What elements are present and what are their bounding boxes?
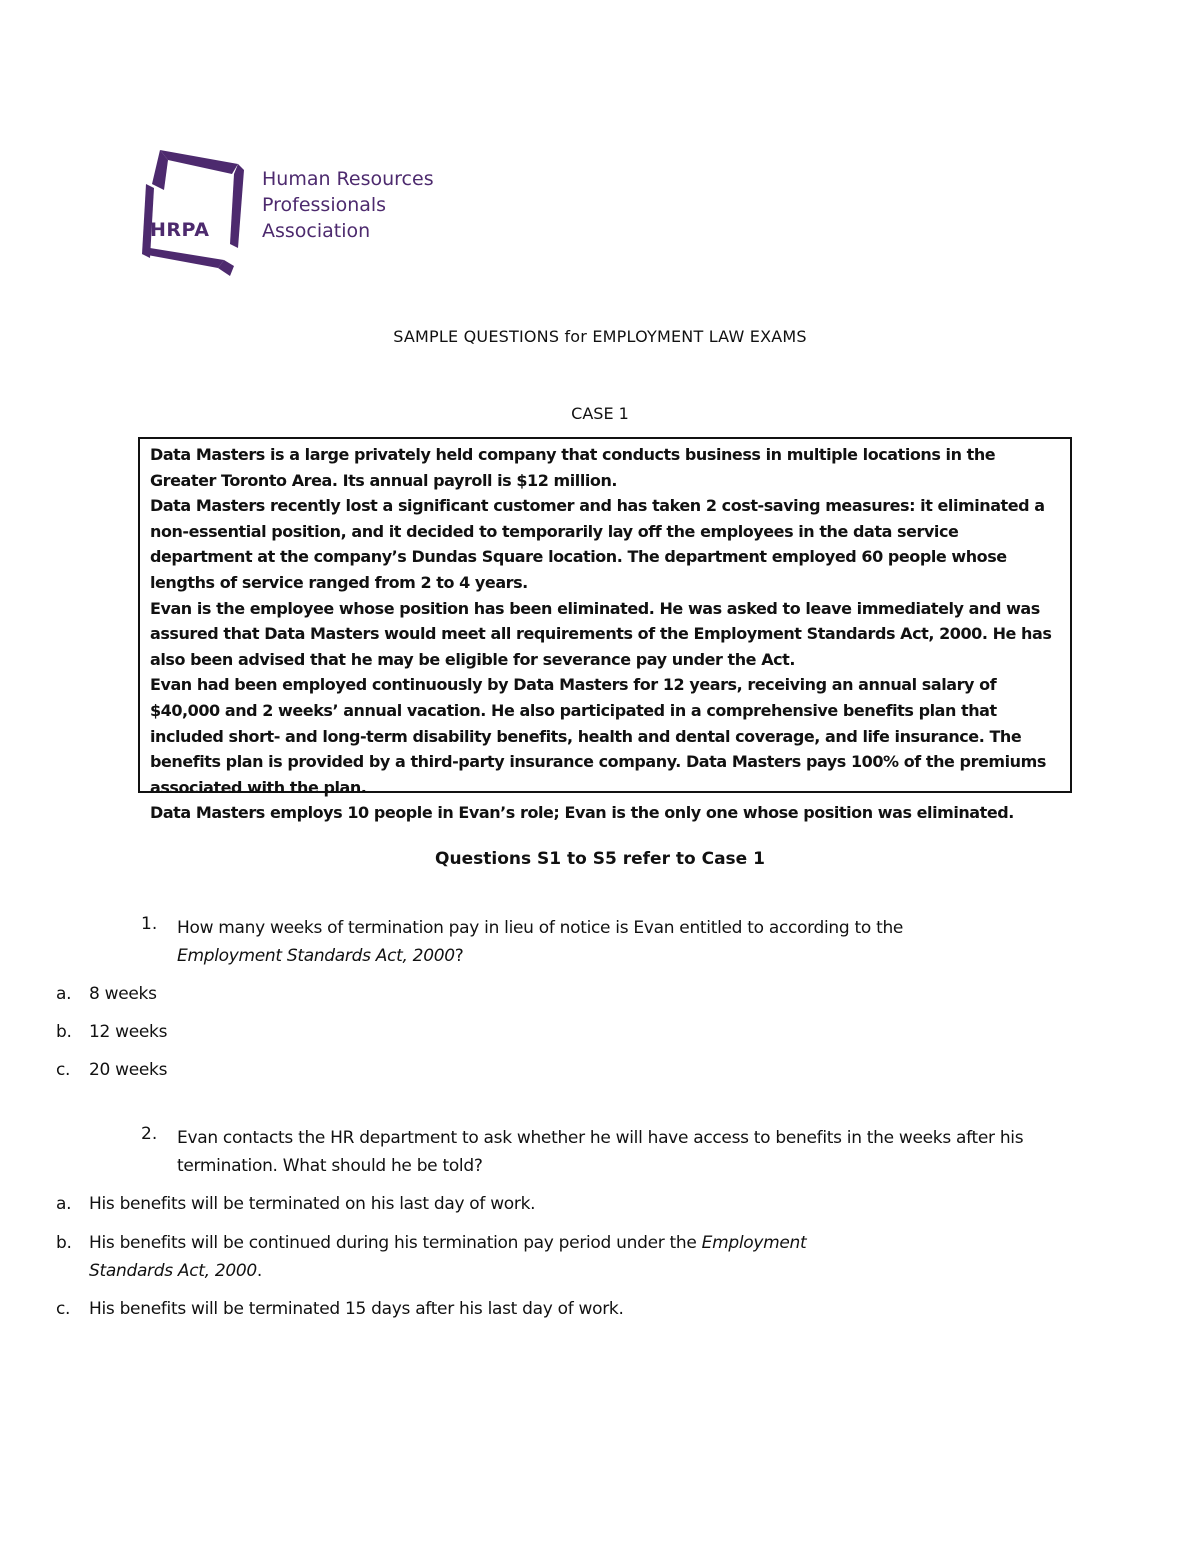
option-text: 20 weeks <box>89 1060 168 1080</box>
option-text: 12 weeks <box>89 1022 168 1042</box>
option-text: His benefits will be continued during his termination pay period under the Employment Standards Act, 2000. <box>89 1233 807 1281</box>
logo-abbreviation: HRPA <box>150 219 210 241</box>
logo-name-line: Professionals <box>262 194 387 216</box>
hrpa-logo <box>138 148 438 278</box>
option-text: 8 weeks <box>89 984 157 1004</box>
case-title: CASE 1 <box>571 404 629 423</box>
questions-heading: Questions S1 to S5 refer to Case 1 <box>435 849 765 869</box>
case-paragraph: Evan is the employee whose position has been eliminated. He was asked to leave immediately and was assured that Data Masters would meet all requirements of the Employment Standards Act, 2000. He has also been advised that he may be eligible for severance pay under the Act. <box>150 598 1052 669</box>
case-paragraph: Data Masters employs 10 people in Evan’s role; Evan is the only one whose position was eliminated. <box>150 803 1014 823</box>
case-paragraph: Data Masters recently lost a significant customer and has taken 2 cost-saving measures: it eliminated a non-essential position, and it decided to temporarily lay off the employees in the data service department at the company’s Dundas Square location. The department employed 60 people whose lengths of service ranged from 2 to 4 years. <box>150 496 1045 592</box>
option-text: His benefits will be terminated on his last day of work. <box>89 1194 536 1214</box>
question-text: Evan contacts the HR department to ask whether he will have access to benefits in the weeks after his termination. What should he be told? <box>177 1128 1024 1176</box>
option-letter: a. <box>56 984 72 1004</box>
question-number: 1. <box>141 914 158 934</box>
logo-name-line: Association <box>262 220 371 242</box>
case-paragraph: Evan had been employed continuously by Data Masters for 12 years, receiving an annual salary of $40,000 and 2 weeks’ annual vacation. He also participated in a comprehensive benefits plan that included short- and long-term disability benefits, health and dental coverage, and life insurance. The benefits plan is provided by a third-party insurance company. Data Masters pays 100% of the premiums associated with the plan. <box>150 675 1046 797</box>
option-letter: a. <box>56 1194 72 1214</box>
option-letter: c. <box>56 1060 71 1080</box>
logo-name-line: Human Resources <box>262 168 434 190</box>
hrpa-logo-mark <box>138 148 258 278</box>
logo-organization-name <box>262 166 434 244</box>
case-description-box <box>138 437 1072 823</box>
case-paragraph: Data Masters is a large privately held company that conducts business in multiple locations in the Greater Toronto Area. Its annual payroll is $12 million. <box>150 445 996 490</box>
question-number: 2. <box>141 1124 158 1144</box>
option-letter: b. <box>56 1022 72 1042</box>
document-title: SAMPLE QUESTIONS for EMPLOYMENT LAW EXAMS <box>393 327 807 346</box>
option-letter: b. <box>56 1233 72 1253</box>
question-text: How many weeks of termination pay in lieu of notice is Evan entitled to according to the Employment Standards Act, 2000? <box>177 918 904 966</box>
option-letter: c. <box>56 1299 71 1319</box>
option-text: His benefits will be terminated 15 days after his last day of work. <box>89 1299 624 1319</box>
